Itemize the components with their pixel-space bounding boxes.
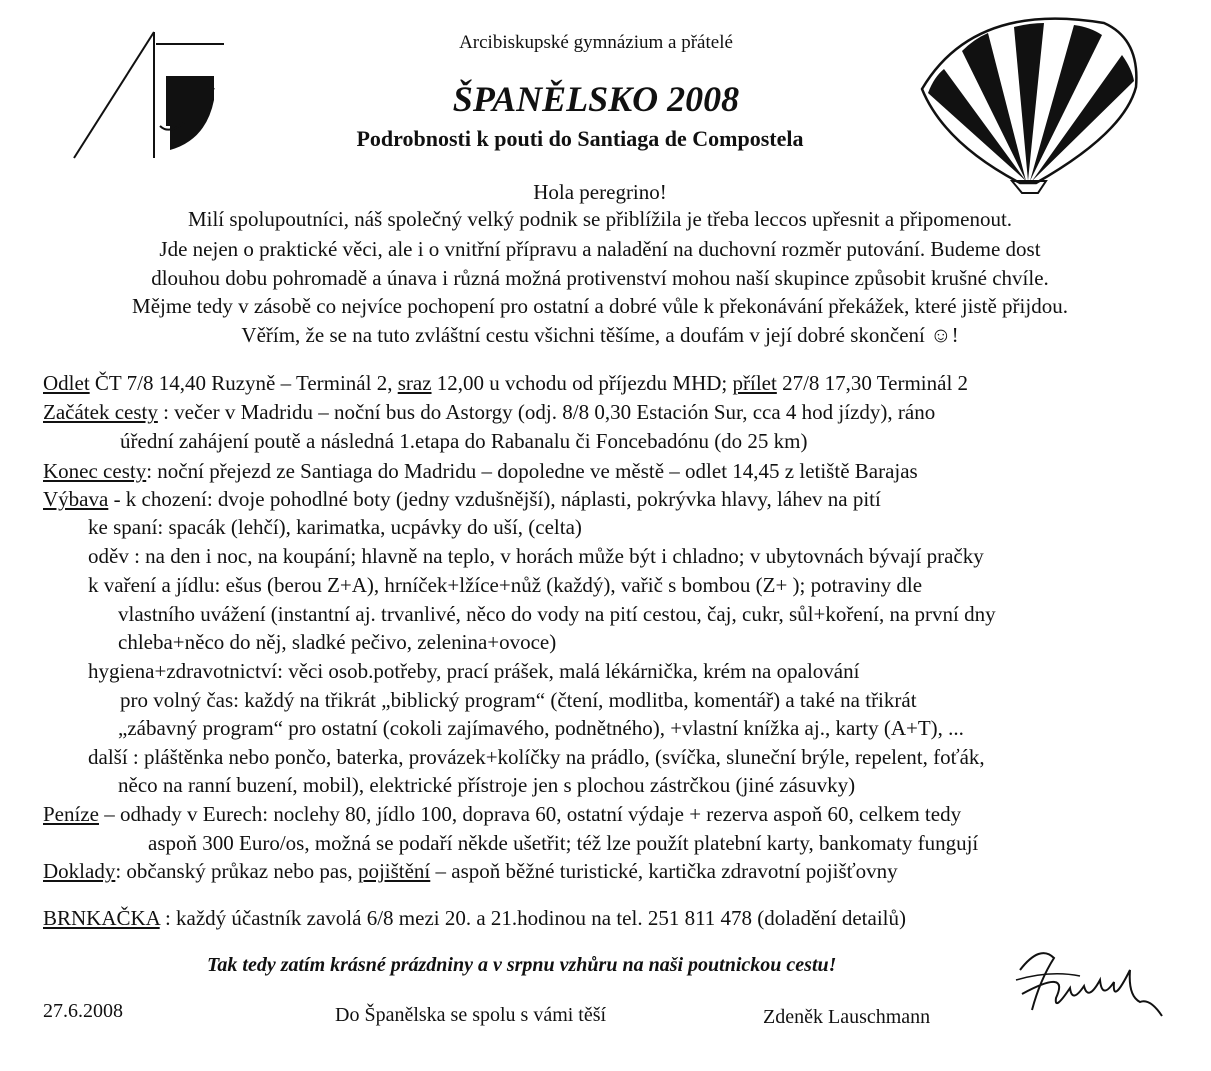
vybava-item: další : pláštěnka nebo pončo, baterka, provázek+kolíčky na prádlo, (svíčka, sluneční brýle, repelent, foťák, [88,745,985,769]
intro-line: Věřím, že se na tuto zvláštní cestu všichni těšíme, a doufám v její dobré skončení ☺! [241,323,959,347]
doklady-line [43,858,898,884]
brnkacka-label: BRNKAČKA [43,906,160,930]
vybava-item: oděv : na den i noc, na koupání; hlavně na teplo, v horách může být i chladno; v ubytovnách bývají pračky [88,544,984,568]
penize-line [43,801,961,827]
vybava-item: pro volný čas: každý na třikrát „biblický program“ (čtení, modlitba, komentář) a také na třikrát [120,688,917,712]
odlet-label: Odlet [43,371,90,395]
page-subtitle: Podrobnosti k pouti do Santiaga de Compostela [356,126,804,151]
brnkacka-line [43,905,906,931]
zacatek-label: Začátek cesty [43,400,158,424]
footer-message: Do Španělska se spolu s vámi těší [335,1004,607,1026]
intro-greeting: Hola peregrino! [533,180,667,204]
footer-author: Zdeněk Lauschmann [763,1006,931,1028]
school-logo-icon [66,30,226,160]
scallop-shell-icon [914,15,1144,195]
zacatek-text: : večer v Madridu – noční bus do Astorgy (odj. 8/8 0,30 Estación Sur, cca 4 hod jízdy), ráno [157,400,936,424]
vybava-item: vlastního uvážení (instantní aj. trvanlivé, něco do vody na pití cestou, čaj, cukr, sůl+koření, na první dny [118,602,996,626]
brnkacka-text: : každý účastník zavolá 6/8 mezi 20. a 21.hodinou na tel. 251 811 478 (doladění detailů) [159,906,906,930]
odlet-text: ČT 7/8 14,40 Ruzyně – Terminál 2, [89,371,398,395]
footer-date: 27.6.2008 [43,1000,123,1022]
school-name: Arcibiskupské gymnázium a přátelé [459,32,733,53]
pojisteni-label: pojištění [357,859,431,883]
zacatek-line-2: úřední zahájení poutě a následná 1.etapa do Rabanalu či Foncebadónu (do 25 km) [120,429,808,453]
konec-line [43,458,918,484]
odlet-text: 27/8 17,30 Terminál 2 [776,371,969,395]
vybava-text: - k chození: dvoje pohodlné boty (jedny vzdušnější), náplasti, pokrývka hlavy, láhev na pití [108,487,881,511]
vybava-item: hygiena+zdravotnictví: věci osob.potřeby, prací prášek, malá lékárnička, krém na opalování [88,659,860,683]
penize-label: Peníze [43,802,99,826]
vybava-line [43,486,881,512]
vybava-item: k vaření a jídlu: ešus (berou Z+A), hrníček+lžíce+nůž (každý), vařič s bombou (Z+ ); potraviny dle [88,573,923,597]
vybava-item: ke spaní: spacák (lehčí), karimatka, ucpávky do uší, (celta) [88,515,582,539]
konec-label: Konec cesty [43,459,147,483]
vybava-item: chleba+něco do něj, sladké pečivo, zelenina+ovoce) [118,630,557,654]
intro-line: Milí spolupoutníci, náš společný velký podnik se přiblížila je třeba leccos upřesnit a připomenout. [187,207,1013,231]
vybava-item: „zábavný program“ pro ostatní (cokoli zajímavého, podnětného), +vlastní knížka aj., karty (A+T), ... [118,716,964,740]
doklady-text: : občanský průkaz nebo pas, [115,859,358,883]
prilet-label: přílet [732,371,777,395]
odlet-text: 12,00 u vchodu od příjezdu MHD; [431,371,733,395]
doklady-text: – aspoň běžné turistické, kartička zdravotní pojišťovny [430,859,898,883]
sraz-label: sraz [397,371,432,395]
zacatek-line [43,399,935,425]
odlet-line [43,370,968,396]
intro-line: Jde nejen o praktické věci, ale i o vnitřní přípravu a naladění na duchovní rozměr putování. Budeme dost [159,237,1041,261]
penize-text: – odhady v Eurech: noclehy 80, jídlo 100, doprava 60, ostatní výdaje + rezerva aspoň 60, celkem tedy [98,802,962,826]
signature-icon [1010,940,1170,1030]
intro-line: Mějme tedy v zásobě co nejvíce pochopení pro ostatní a dobré vůle k překonávání překážek, které jistě přijdou. [132,294,1068,318]
vybava-item: něco na ranní buzení, mobil), elektrické přístroje jen s plochou zástrčkou (jiné zásuvky) [118,773,856,797]
intro-line: dlouhou dobu pohromadě a únava i různá možná protivenství mohou naší skupince způsobit krušné chvíle. [151,266,1049,290]
penize-line-2: aspoň 300 Euro/os, možná se podaří někde ušetřit; též lze použít platební karty, bankomaty fungují [148,831,979,855]
konec-text: : noční přejezd ze Santiaga do Madridu – dopoledne ve městě – odlet 14,45 z letiště Barajas [146,459,918,483]
page-title: ŠPANĚLSKO 2008 [452,79,740,119]
vybava-label: Výbava [43,487,109,511]
closing-line: Tak tedy zatím krásné prázdniny a v srpnu vzhůru na naši poutnickou cestu! [207,954,837,976]
doklady-label: Doklady [43,859,116,883]
